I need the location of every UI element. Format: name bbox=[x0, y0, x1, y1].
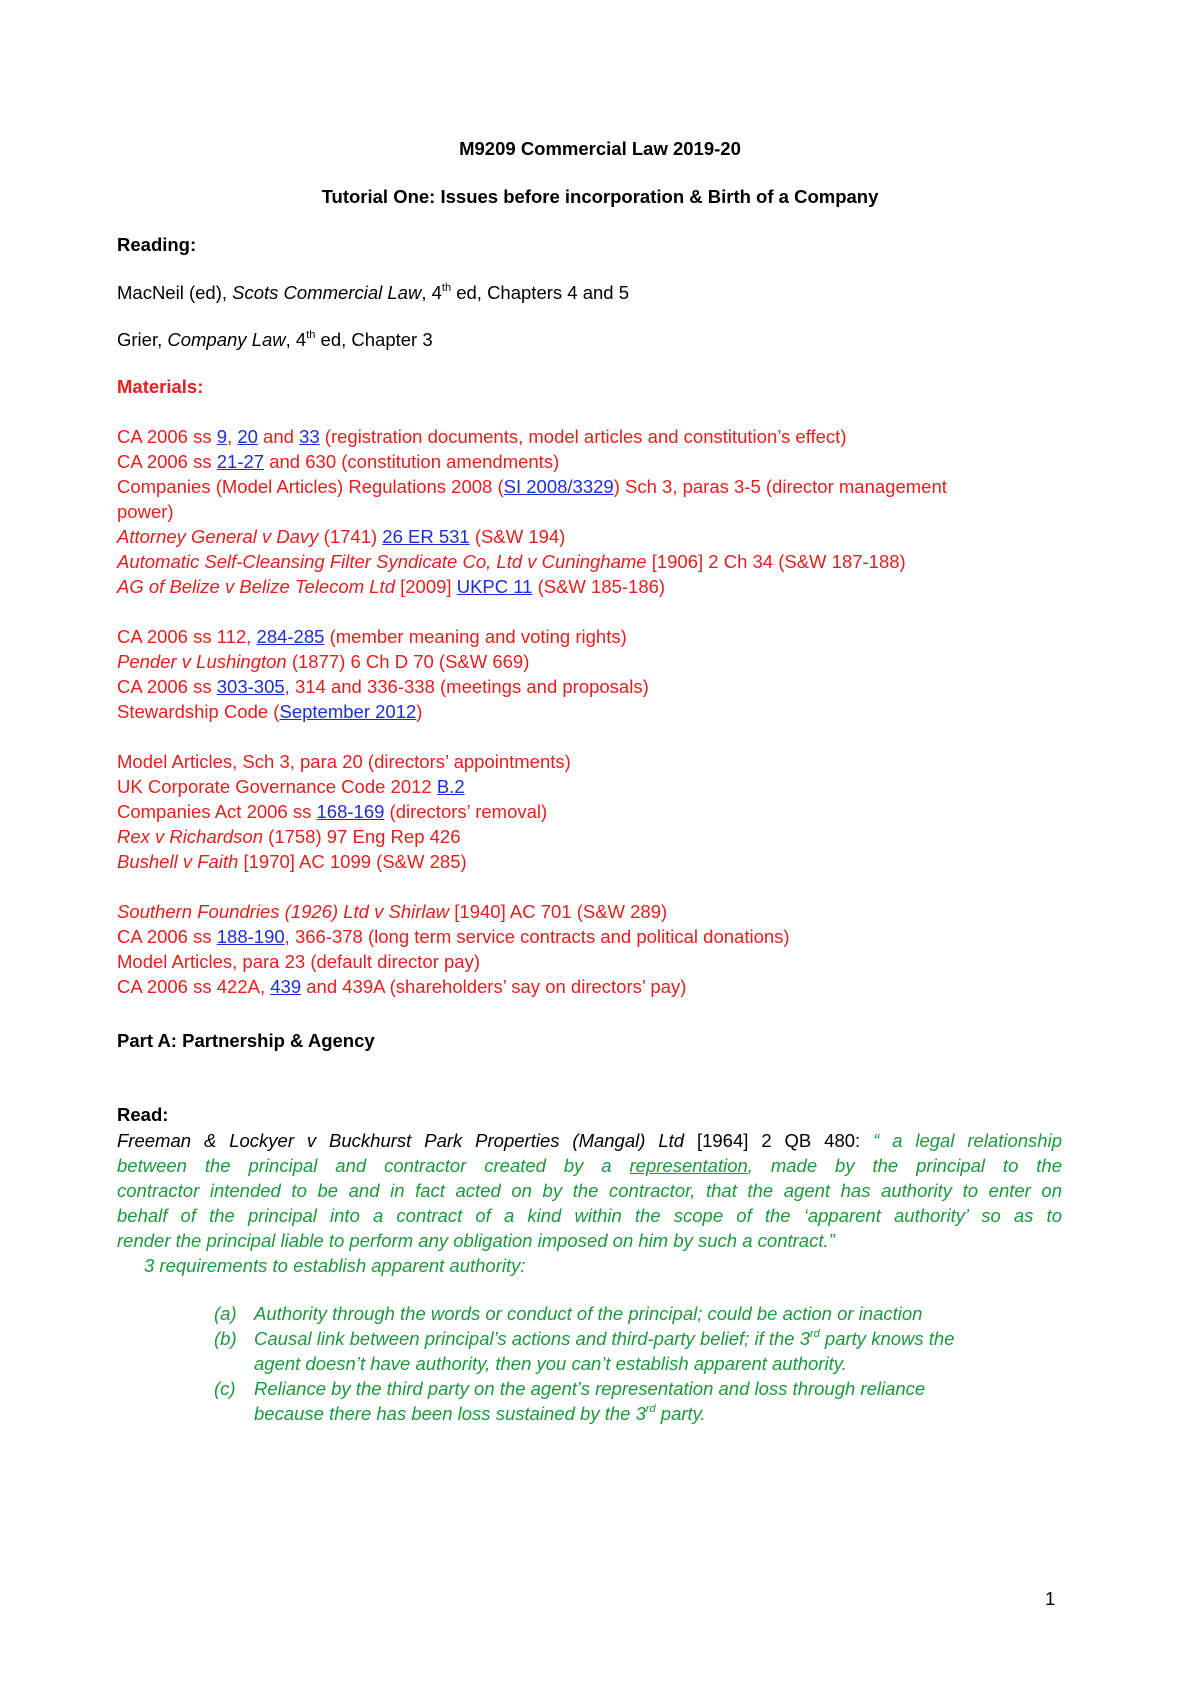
link-s188-190[interactable]: 188-190 bbox=[216, 926, 285, 947]
materials-line: CA 2006 ss 188-190, 366-378 (long term service contracts and political donations) bbox=[117, 926, 790, 947]
reading-item-grier: Grier, Company Law, 4th ed, Chapter 3 bbox=[117, 329, 433, 350]
materials-line: Bushell v Faith [1970] AC 1099 (S&W 285) bbox=[117, 851, 467, 872]
materials-heading: Materials: bbox=[117, 376, 204, 397]
link-ukpc-11[interactable]: UKPC 11 bbox=[456, 576, 533, 597]
link-s303-305[interactable]: 303-305 bbox=[216, 676, 285, 697]
materials-line: CA 2006 ss 21-27 and 630 (constitution amendments) bbox=[117, 451, 560, 472]
materials-line: Companies (Model Articles) Regulations 2008 (SI 2008/3329) Sch 3, paras 3-5 (director management bbox=[117, 476, 947, 497]
materials-line: Automatic Self-Cleansing Filter Syndicate Co, Ltd v Cuninghame [1906] 2 Ch 34 (S&W 187-188) bbox=[117, 551, 906, 572]
materials-line: Pender v Lushington (1877) 6 Ch D 70 (S&W 669) bbox=[117, 651, 530, 672]
materials-line: CA 2006 ss 422A, 439 and 439A (shareholders’ say on directors’ pay) bbox=[117, 976, 687, 997]
quote-line: contractor intended to be and in fact acted on by the contractor, that the agent has authority to enter on bbox=[117, 1180, 1062, 1201]
quote-line: between the principal and contractor created by a representation, made by the principal to the bbox=[117, 1155, 1062, 1176]
materials-line: Stewardship Code (September 2012) bbox=[117, 701, 423, 722]
part-a-heading: Part A: Partnership & Agency bbox=[117, 1030, 375, 1051]
page-title: M9209 Commercial Law 2019-20 bbox=[459, 138, 741, 159]
link-s168-169[interactable]: 168-169 bbox=[316, 801, 385, 822]
materials-line: Attorney General v Davy (1741) 26 ER 531 (S&W 194) bbox=[117, 526, 566, 547]
materials-line: UK Corporate Governance Code 2012 B.2 bbox=[117, 776, 465, 797]
link-s284-285[interactable]: 284-285 bbox=[256, 626, 325, 647]
quote-line: behalf of the principal into a contract of a kind within the scope of the ‘apparent authority’ so as to bbox=[117, 1205, 1062, 1226]
materials-line: Model Articles, para 23 (default director pay) bbox=[117, 951, 480, 972]
quote-line: render the principal liable to perform any obligation imposed on him by such a contract.” bbox=[117, 1230, 835, 1251]
page-number: 1 bbox=[1045, 1588, 1056, 1609]
materials-line: power) bbox=[117, 501, 174, 522]
link-26-er-531[interactable]: 26 ER 531 bbox=[382, 526, 470, 547]
reading-heading: Reading: bbox=[117, 234, 197, 255]
link-s33[interactable]: 33 bbox=[299, 426, 320, 447]
quote-line: Freeman & Lockyer v Buckhurst Park Properties (Mangal) Ltd [1964] 2 QB 480: “ a legal relationship bbox=[117, 1130, 1062, 1151]
read-heading: Read: bbox=[117, 1104, 169, 1125]
materials-line: CA 2006 ss 9, 20 and 33 (registration documents, model articles and constitution’s effect) bbox=[117, 426, 847, 447]
document-page: M9209 Commercial Law 2019-20 Tutorial One: Issues before incorporation & Birth of a Company Reading: MacNeil (ed), Scots Commercial Law, 4th ed, Chapters 4 and 5 Grier, Company Law, 4th ed, Chapter 3 Materials: CA 2006 ss 9, 20 and 33 (registration documents, model articles and constitution’s effect) CA 2006 ss 21-27 and 630 (constitution amendments) Companies (Model Articles) Regulations 2008 (SI 2008/3329) Sch 3, paras 3-5 (director management power) Attorney General v Davy (1741) 26 ER 531 (S&W 194) Automatic Self-Cleansing Filter Syndicate Co, Ltd v Cuninghame [1906] 2 Ch 34 (S&W 187-188) AG of Belize v Belize Telecom Ltd [2009] UKPC 11 (S&W 185-186) CA 2006 ss 112, 284-285 (member meaning and voting rights) Pender v Lushington (1877) 6 Ch D 70 (S&W 669) CA 2006 ss 303-305, 314 and 336-338 (meetings and proposals) Stewardship Code (September 2012) Model Articles, Sch 3, para 20 (directors’ appointments) UK Corporate Governance Code 2012 B.2 Companies Act 2006 ss 168-169 (directors’ removal) Rex v Richardson (1758) 97 Eng Rep 426 Bushell v Faith [1970] AC 1099 (S&W 285) Southern Foundries (1926) Ltd v Shirlaw [1940] AC 701 (S&W 289) CA 2006 ss 188-190, 366-378 (long term service contracts and political donations) Model Articles, para 23 (default director pay) CA 2006 ss 422A, 439 and 439A (shareholders’ say on directors’ pay) Part A: Partnership & Agency Read: Freeman & Lockyer v Buckhurst Park Properties (Mangal) Ltd [1964] 2 QB 480: “ a legal relationship between the principal and contractor created by a representation, made by the principal to the contractor intended to be and in fact acted on by the contractor, that the agent has authority to enter on behalf of the principal into a contract of a kind within the scope of the ‘apparent authority’ so as to render the principal liable to perform any obligation imposed on him by such a contract.” 3 requirements to establish apparent authority: (a) Authority through the words or conduct of the principal; could be action or inaction (b) Causal link between principal’s actions and third-party belief; if the 3rd party knows the agent doesn’t have authority, then you can’t establish apparent authority. (c) Reliance by the third party on the agent’s representation and loss through reliance because there has been loss sustained by the 3rd party. 1 bbox=[0, 0, 1200, 1698]
materials-line: CA 2006 ss 112, 284-285 (member meaning and voting rights) bbox=[117, 626, 627, 647]
link-s21-27[interactable]: 21-27 bbox=[216, 451, 265, 472]
materials-line: Rex v Richardson (1758) 97 Eng Rep 426 bbox=[117, 826, 461, 847]
link-si-2008-3329[interactable]: SI 2008/3329 bbox=[503, 476, 614, 497]
link-s20[interactable]: 20 bbox=[237, 426, 258, 447]
reading-item-macneil: MacNeil (ed), Scots Commercial Law, 4th ed, Chapters 4 and 5 bbox=[117, 282, 630, 303]
materials-line: AG of Belize v Belize Telecom Ltd [2009] UKPC 11 (S&W 185-186) bbox=[117, 576, 666, 597]
materials-line: Companies Act 2006 ss 168-169 (directors’ removal) bbox=[117, 801, 548, 822]
representation-link[interactable]: representation bbox=[629, 1155, 748, 1176]
link-s439[interactable]: 439 bbox=[270, 976, 302, 997]
materials-line: Model Articles, Sch 3, para 20 (directors’ appointments) bbox=[117, 751, 571, 772]
link-b2[interactable]: B.2 bbox=[436, 776, 465, 797]
requirements-heading: 3 requirements to establish apparent authority: bbox=[144, 1255, 526, 1276]
materials-line: Southern Foundries (1926) Ltd v Shirlaw [1940] AC 701 (S&W 289) bbox=[117, 901, 668, 922]
link-september-2012[interactable]: September 2012 bbox=[279, 701, 417, 722]
materials-line: CA 2006 ss 303-305, 314 and 336-338 (meetings and proposals) bbox=[117, 676, 649, 697]
link-s9[interactable]: 9 bbox=[216, 426, 228, 447]
page-subtitle: Tutorial One: Issues before incorporation & Birth of a Company bbox=[321, 186, 879, 207]
